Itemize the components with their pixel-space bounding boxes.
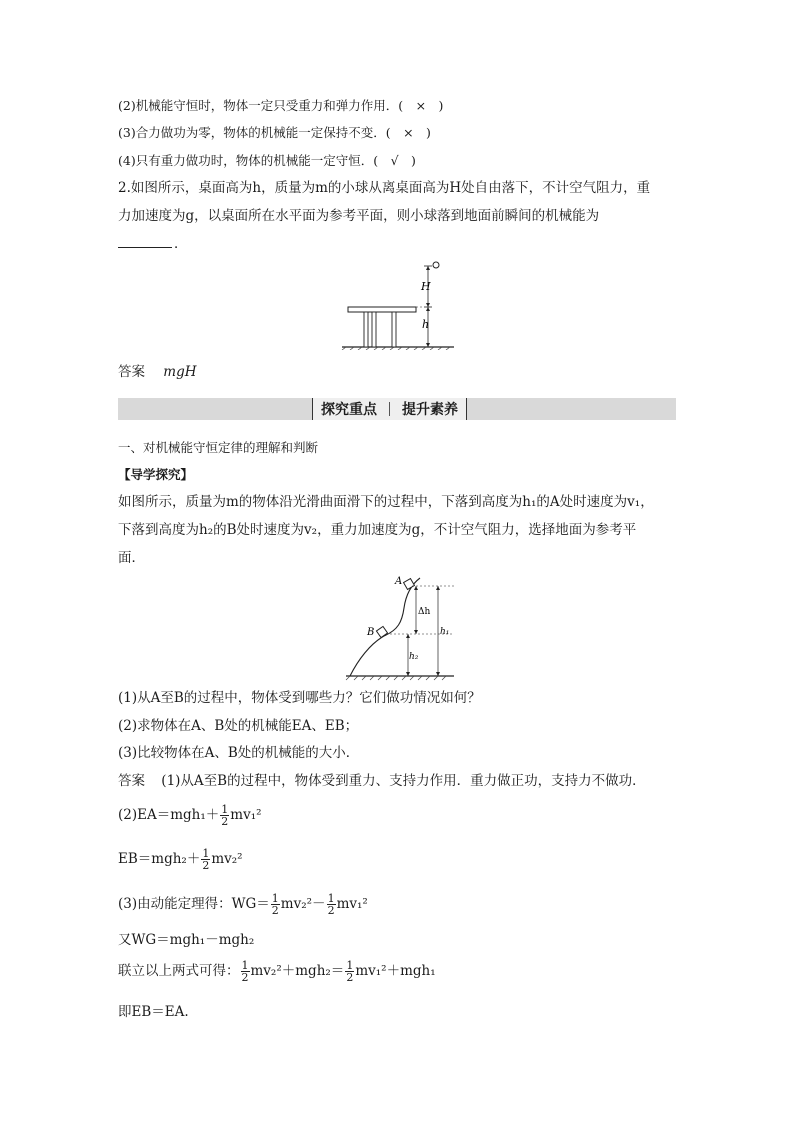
answer-6: 即EB＝EA. bbox=[118, 1004, 189, 1020]
label-h1: h₁ bbox=[440, 627, 450, 637]
banner-divider bbox=[389, 402, 390, 416]
sub-question-2: (2)求物体在A、B处的机械能EA、EB； bbox=[118, 718, 359, 734]
label-H: H bbox=[421, 280, 431, 293]
judge-item-2: (2)机械能守恒时，物体一定只受重力和弹力作用．( × ) bbox=[118, 98, 444, 113]
fraction-half: $\frac{1}{2}$ bbox=[221, 803, 229, 828]
section-para-3: 面． bbox=[118, 550, 145, 566]
banner-left-text: 探究重点 bbox=[321, 402, 377, 418]
answer-3: (3)由动能定理得：WG＝ $\frac{1}{2}$ mv₂²－ $\frac{1}{2}$ mv₁² bbox=[118, 892, 368, 917]
answer-blank bbox=[118, 235, 172, 248]
answer-4: 又WG＝mgh₁－mgh₂ bbox=[118, 932, 255, 948]
section-para-2: 下落到高度为h₂的B处时速度为v₂，重力加速度为g，不计空气阻力，选择地面为参考平 bbox=[118, 522, 637, 538]
section-banner-title bbox=[312, 398, 467, 420]
section-para-1: 如图所示，质量为m的物体沿光滑曲面滑下的过程中，下落到高度为h₁的A处时速度为v₁， bbox=[118, 494, 654, 510]
question-2-line-3: ． bbox=[118, 234, 188, 254]
fraction-half: $\frac{1}{2}$ bbox=[327, 892, 335, 917]
label-A: A bbox=[395, 576, 403, 587]
judge-item-4: (4)只有重力做功时，物体的机械能一定守恒．( √ ) bbox=[118, 153, 416, 168]
answer-5: 联立以上两式可得： $\frac{1}{2}$ mv₂²＋mgh₂＝ $\frac{1}{2}$ mv₁²＋mgh₁ bbox=[118, 959, 436, 984]
section-tag: 【导学探究】 bbox=[118, 467, 194, 482]
question-2-line-1: 2.如图所示，桌面高为h，质量为m的小球从离桌面高为H处自由落下，不计空气阻力，重 bbox=[118, 180, 651, 196]
answer-label: 答案 bbox=[118, 364, 145, 380]
label-B: B bbox=[367, 627, 375, 638]
section-heading: 一、对机械能守恒定律的理解和判断 bbox=[118, 440, 319, 455]
fraction-half: $\frac{1}{2}$ bbox=[346, 959, 354, 984]
fraction-half: $\frac{1}{2}$ bbox=[271, 892, 279, 917]
fraction-half: $\frac{1}{2}$ bbox=[241, 959, 249, 984]
answer-line bbox=[118, 362, 197, 382]
label-h: h bbox=[422, 318, 430, 331]
judge-item-3: (3)合力做功为零，物体的机械能一定保持不变．( × ) bbox=[118, 125, 431, 140]
question-2-line-2: 力加速度为g，以桌面所在水平面为参考平面，则小球落到地面前瞬间的机械能为 bbox=[118, 208, 600, 224]
sub-question-1: (1)从A至B的过程中，物体受到哪些力？它们做功情况如何？ bbox=[118, 690, 481, 706]
answer-2a: (2)EA＝mgh₁＋ $\frac{1}{2}$ mv₁² bbox=[118, 803, 262, 828]
answer-2b: EB＝mgh₂＋ $\frac{1}{2}$ mv₂² bbox=[118, 847, 243, 872]
banner-right-text: 提升素养 bbox=[402, 402, 458, 418]
slope-figure bbox=[342, 570, 458, 682]
sub-question-3: (3)比较物体在A、B处的机械能的大小． bbox=[118, 745, 360, 761]
label-h2: h₂ bbox=[409, 652, 419, 662]
table-ball-figure bbox=[338, 258, 458, 350]
answer-1: 答案 (1)从A至B的过程中，物体受到重力、支持力作用．重力做正功，支持力不做功． bbox=[118, 773, 646, 789]
answer-value: mgH bbox=[163, 364, 197, 380]
answer-label-2: 答案 bbox=[118, 773, 145, 789]
fraction-half: $\frac{1}{2}$ bbox=[202, 847, 210, 872]
label-delta-h: Δh bbox=[418, 607, 431, 617]
